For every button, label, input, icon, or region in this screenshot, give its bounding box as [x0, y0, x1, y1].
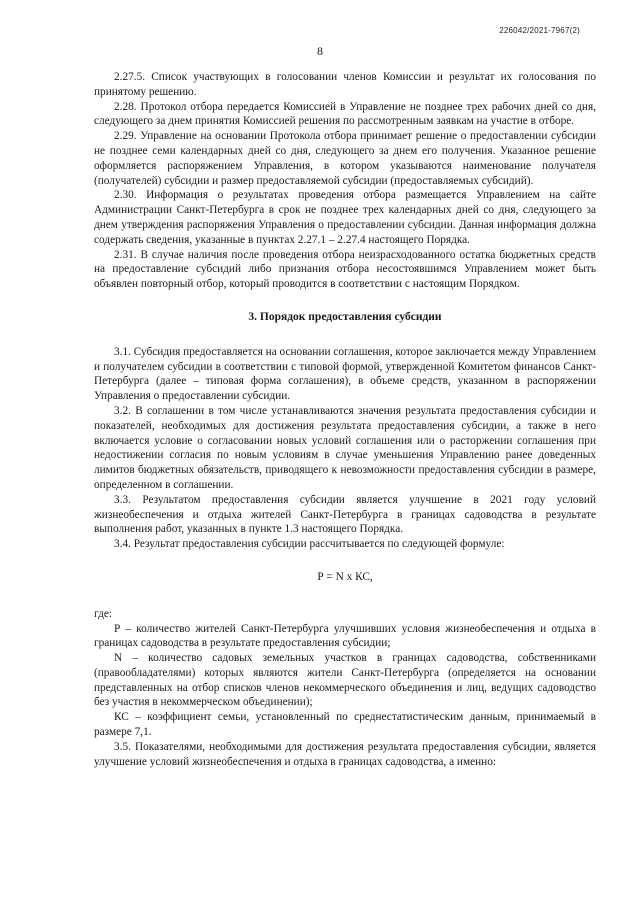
- paragraph-3-3: 3.3. Результатом предоставления субсидии является улучшение в 2021 году условий жизнеобеспечения и отдыха жителей Санкт-Петербурга в границах садоводства в результате выполнения работ, указанных в пункте 1.3 настоящего Порядка.: [94, 493, 596, 536]
- section-3-heading: 3. Порядок предоставления субсидии: [248, 310, 442, 323]
- paragraph-2-31: 2.31. В случае наличия после проведения отбора неизрасходованного остатка бюджетных средств на предоставление субсидий либо признания отбора несостоявшимся Управлением может быть объявлен повторный отбор, который проводится в соответствии с настоящим Порядком.: [94, 248, 596, 291]
- paragraph-2-29: 2.29. Управление на основании Протокола отбора принимает решение о предоставлении субсидии не позднее семи календарных дней со дня, следующего за днем его получения. Указанное решение оформляется распоряжением Управления, в котором указываются наименование получателя (получателей) субсидии и размер предоставляемой субсидии (предоставляемых субсидий).: [94, 130, 596, 187]
- paragraph-3-2: 3.2. В соглашении в том числе устанавливаются значения результата предоставления субсидии и показателей, необходимых для достижения результата предоставления субсидии, а также в него включается условие о согласовании новых условий соглашения или о расторжении соглашения при недостижении согласия по новым условиям в случае уменьшения Управлению ранее доведенных лимитов бюджетных обязательств, приводящего к невозможности предоставления субсидии в размере, определенном в соглашении.: [94, 404, 596, 491]
- paragraph-3-1: 3.1. Субсидия предоставляется на основании соглашения, которое заключается между Управлением и получателем субсидии в соответствии с типовой формой, утвержденной Комитетом финансов Санкт-Петербурга (далее – типовая форма соглашения), в объеме средств, указанном в распоряжении Управления о предоставлении субсидии.: [94, 345, 596, 403]
- definition-n: N – количество садовых земельных участков в границах садоводства, собственниками (правообладателями) которых являются жители Санкт-Петербурга (определяется на основании представленных на отбор списков членов некоммерческого объединения и лиц, ведущих садоводство без участия в некоммерческом объединении);: [94, 652, 596, 709]
- document-body: [94, 70, 596, 769]
- paragraph-2-30: 2.30. Информация о результатах проведения отбора размещается Управлением на сайте Администрации Санкт-Петербурга в срок не позднее трех календарных дней со дня, следующего за днем утверждения распоряжения Управления о предоставлении субсидии. Данная информация должна содержать сведения, указанные в пунктах 2.27.1 – 2.27.4 настоящего Порядка.: [94, 189, 596, 246]
- formula: Р = N х КС,: [317, 570, 373, 583]
- document-registration-number: 226042/2021-7967(2): [499, 26, 580, 35]
- paragraph-2-27-5: 2.27.5. Список участвующих в голосовании членов Комиссии и результат их голосования по принятому решению.: [94, 71, 596, 98]
- definition-p: Р – количество жителей Санкт-Петербурга улучшивших условия жизнеобеспечения и отдыха в границах садоводства в результате предоставления субсидии;: [94, 622, 596, 650]
- paragraph-3-4: 3.4. Результат предоставления субсидии рассчитывается по следующей формуле:: [114, 538, 505, 551]
- paragraph-3-5: 3.5. Показателями, необходимыми для достижения результата предоставления субсидии, является улучшение условий жизнеобеспечения и отдыха в границах садоводства, а именно:: [94, 740, 596, 768]
- formula-where-label: где:: [94, 607, 112, 620]
- paragraph-2-28: 2.28. Протокол отбора передается Комиссией в Управление не позднее трех рабочих дней со дня, следующего за днем принятия Комиссией решения по рассмотренным заявкам на участие в отборе.: [94, 100, 596, 128]
- definition-ks: КС – коэффициент семьи, установленный по среднестатистическим данным, принимаемый в размере 7,1.: [94, 711, 596, 739]
- page-number: 8: [317, 44, 323, 58]
